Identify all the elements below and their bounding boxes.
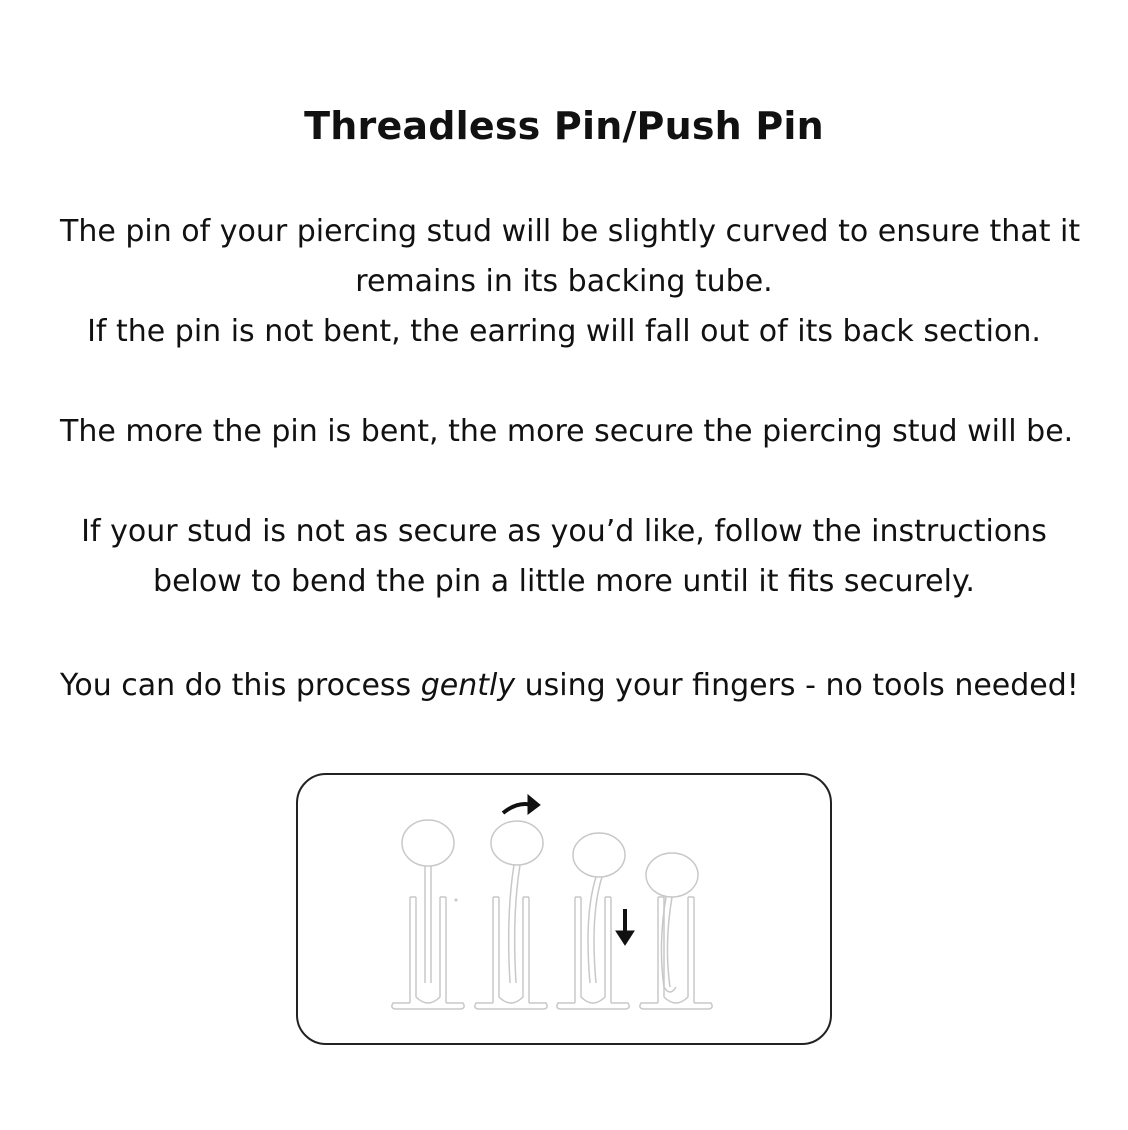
paragraph-text: using your fingers - no tools needed! [515, 668, 1079, 703]
paragraph-instructions [60, 507, 1068, 607]
arrow-down-icon [616, 909, 634, 945]
bending-diagram [296, 773, 832, 1045]
bending-diagram-svg [298, 775, 832, 1045]
stud-bend-icon [475, 821, 547, 1009]
paragraph-line: below to bend the pin a little more until it fits securely. [153, 564, 975, 599]
paragraph-line: remains in its backing tube. [355, 264, 773, 299]
paragraph-text: You can do this process [60, 668, 421, 703]
paragraph-line: If the pin is not bent, the earring will fall out of its back section. [87, 314, 1041, 349]
paragraph-line: The more the pin is bent, the more secure the piercing stud will be. [60, 414, 1074, 449]
paragraph-gently [60, 661, 1079, 711]
paragraph-line [60, 661, 1079, 711]
stud-insert-icon [557, 833, 629, 1009]
emphasis-text: gently [420, 668, 516, 703]
paragraph-line: If your stud is not as secure as you’d like, follow the instructions [81, 514, 1047, 549]
curved-arrow-right-icon [503, 795, 540, 814]
page-title: Threadless Pin/Push Pin [304, 104, 824, 148]
stud-straight-icon [392, 820, 464, 1009]
paragraph-pin-curve [60, 207, 1081, 357]
stud-secured-icon [640, 853, 712, 1009]
paragraph-more-bent [60, 407, 1074, 457]
paragraph-line: The pin of your piercing stud will be slightly curved to ensure that it [60, 214, 1081, 249]
